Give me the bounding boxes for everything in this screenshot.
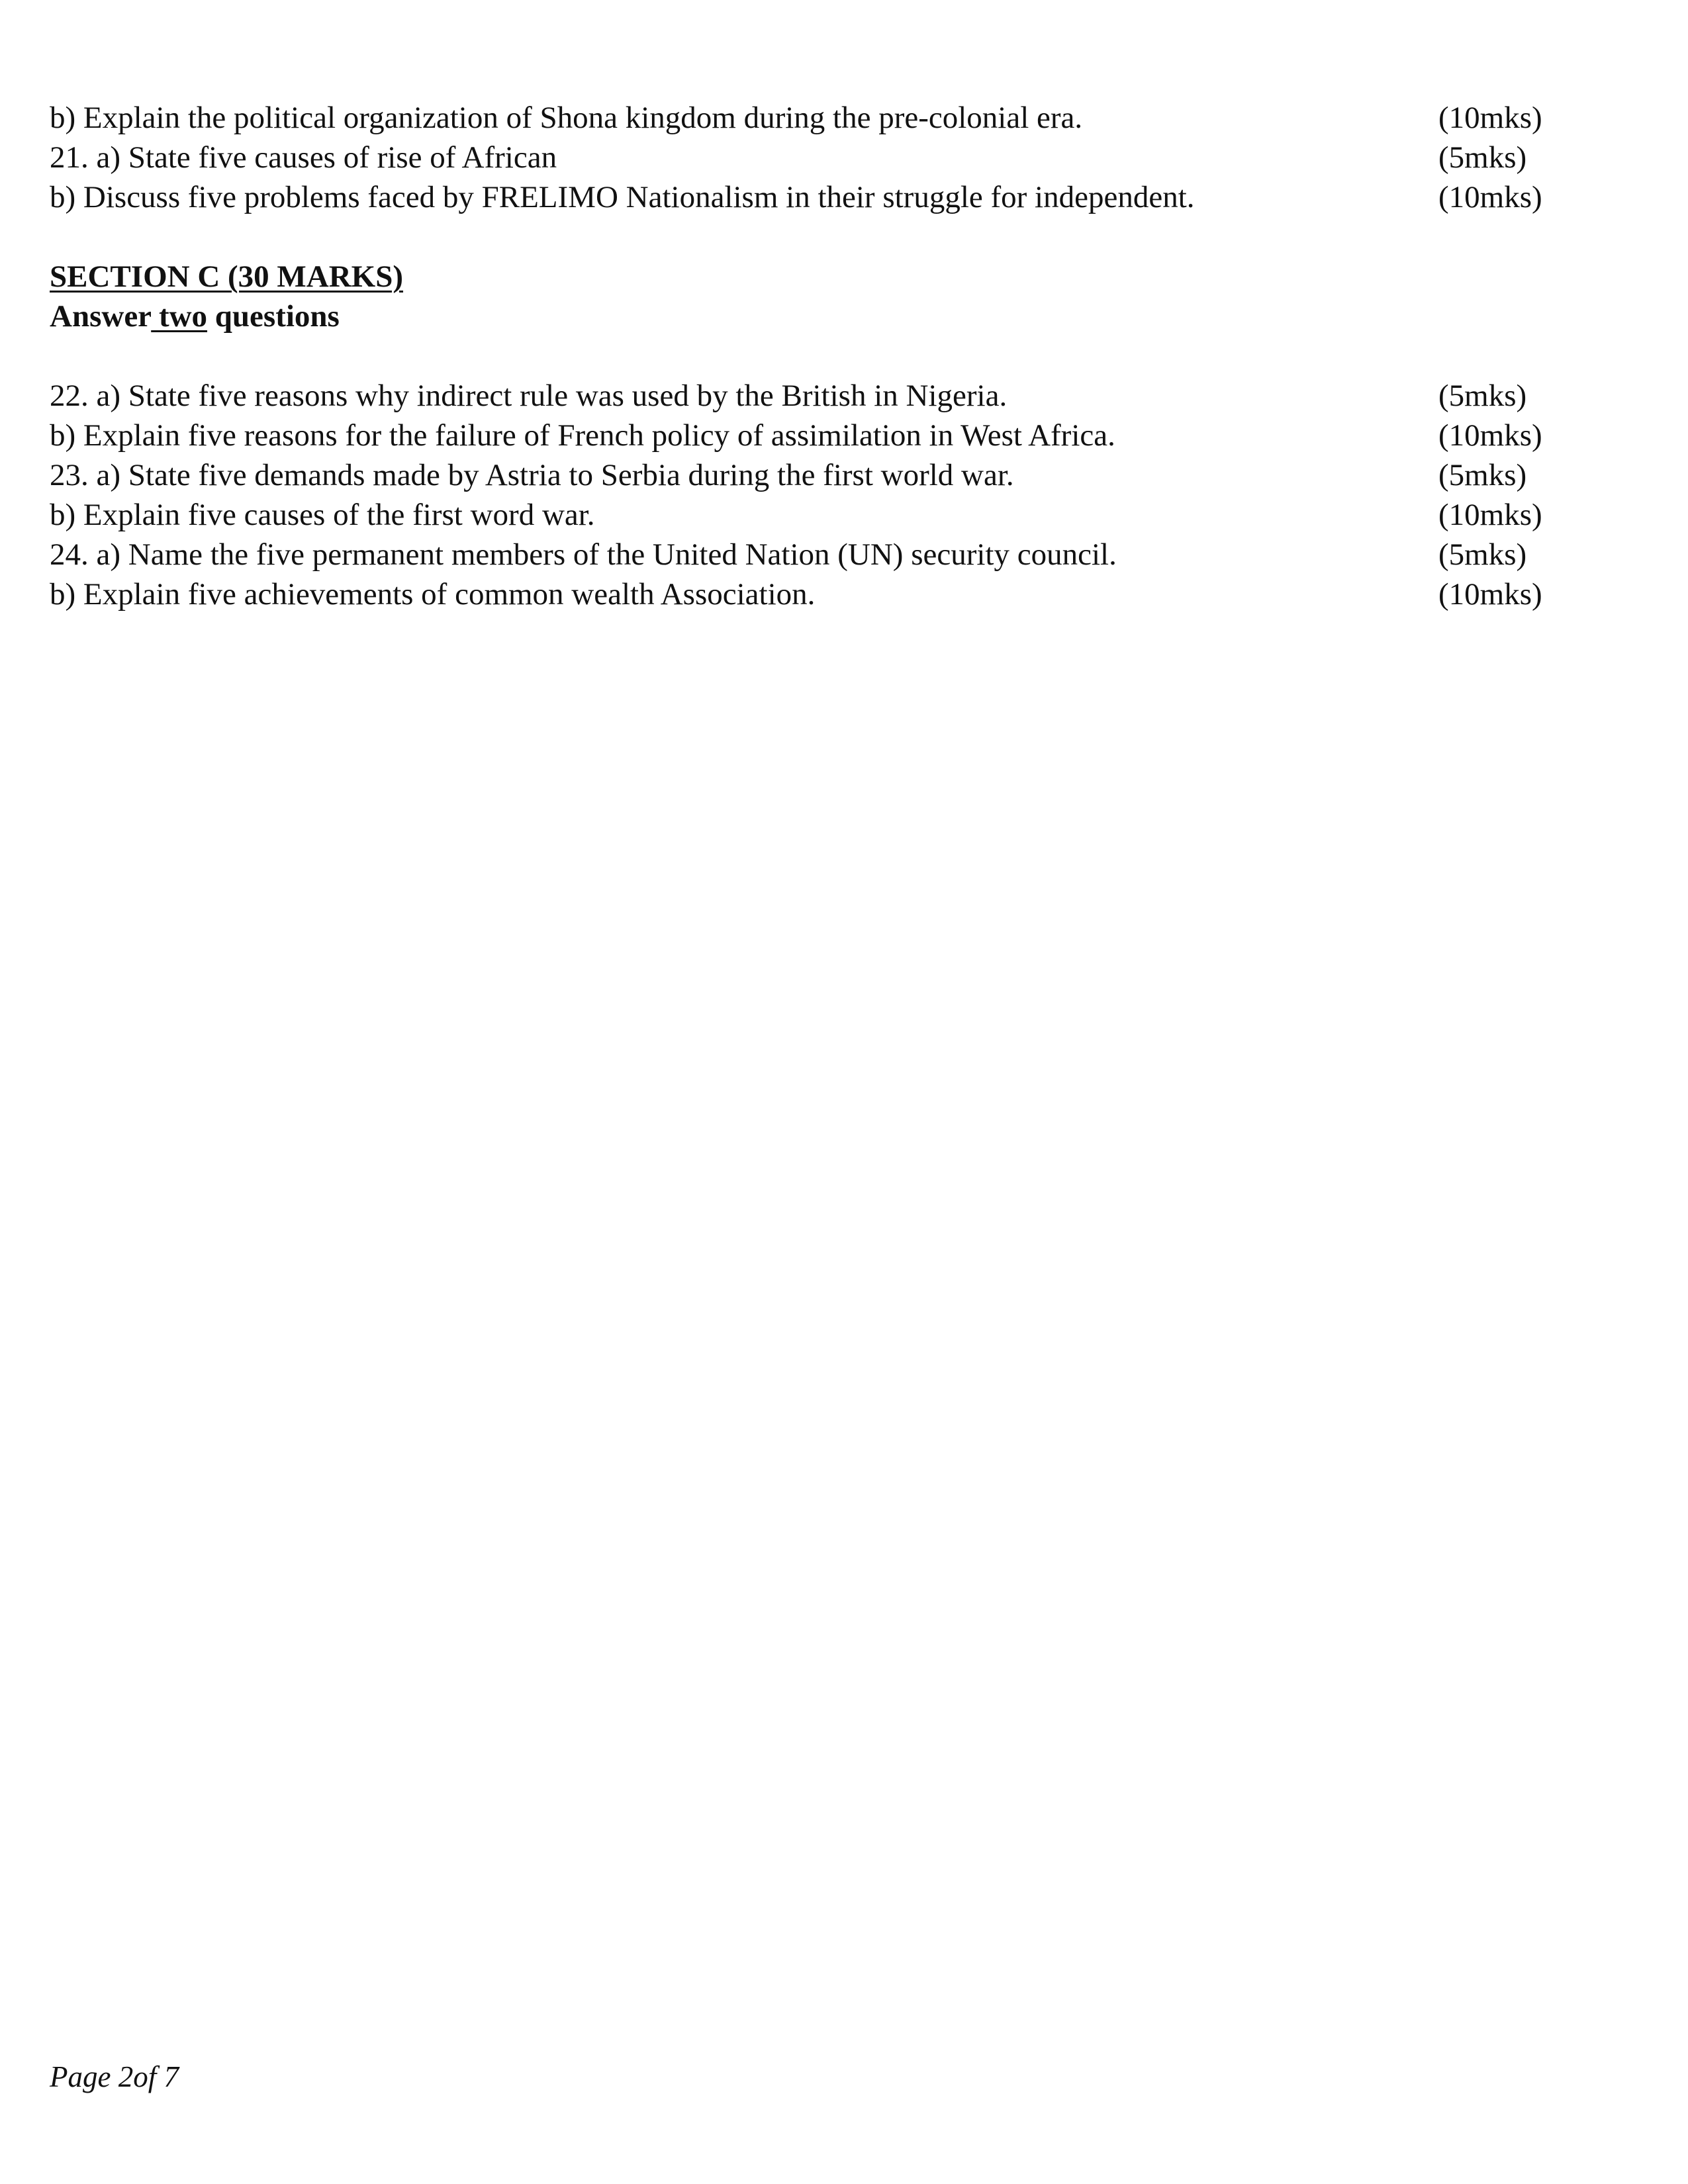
question-marks: (10mks) — [1438, 418, 1542, 453]
question-row — [50, 416, 1559, 455]
question-text: b) Explain the political organization of Shona kingdom during the pre-colonial era. — [50, 101, 1083, 135]
instruction-emphasis: two — [151, 299, 208, 334]
question-row — [50, 98, 1559, 138]
question-text: 23. a) State five demands made by Astria to Serbia during the first world war. — [50, 458, 1014, 492]
question-text: 22. a) State five reasons why indirect rule was used by the British in Nigeria. — [50, 379, 1008, 413]
question-text: b) Explain five achievements of common wealth Association. — [50, 577, 816, 612]
question-row — [50, 574, 1559, 614]
question-marks: (5mks) — [1438, 379, 1527, 413]
question-row — [50, 495, 1559, 535]
instruction-suffix: questions — [207, 299, 340, 334]
question-marks: (5mks) — [1438, 458, 1527, 492]
question-marks: (5mks) — [1438, 140, 1527, 175]
question-text: b) Explain five reasons for the failure of French policy of assimilation in West Africa. — [50, 418, 1115, 453]
question-marks: (10mks) — [1438, 101, 1542, 135]
question-row — [50, 455, 1559, 495]
question-marks: (10mks) — [1438, 498, 1542, 532]
page-number: Page 2of 7 — [50, 2060, 179, 2093]
question-marks: (5mks) — [1438, 537, 1527, 572]
question-text: b) Explain five causes of the first word war. — [50, 498, 595, 532]
question-row — [50, 535, 1559, 574]
question-text: b) Discuss five problems faced by FRELIMO Nationalism in their struggle for independent. — [50, 180, 1195, 214]
question-row — [50, 138, 1559, 177]
section-heading: SECTION C (30 MARKS) — [50, 259, 404, 294]
question-text: 24. a) Name the five permanent members of the United Nation (UN) security council. — [50, 537, 1117, 572]
section-instruction — [50, 296, 340, 336]
question-row — [50, 177, 1559, 217]
question-row — [50, 376, 1559, 416]
question-marks: (10mks) — [1438, 577, 1542, 612]
question-marks: (10mks) — [1438, 180, 1542, 214]
question-text: 21. a) State five causes of rise of African — [50, 140, 557, 175]
instruction-prefix: Answer — [50, 299, 152, 334]
